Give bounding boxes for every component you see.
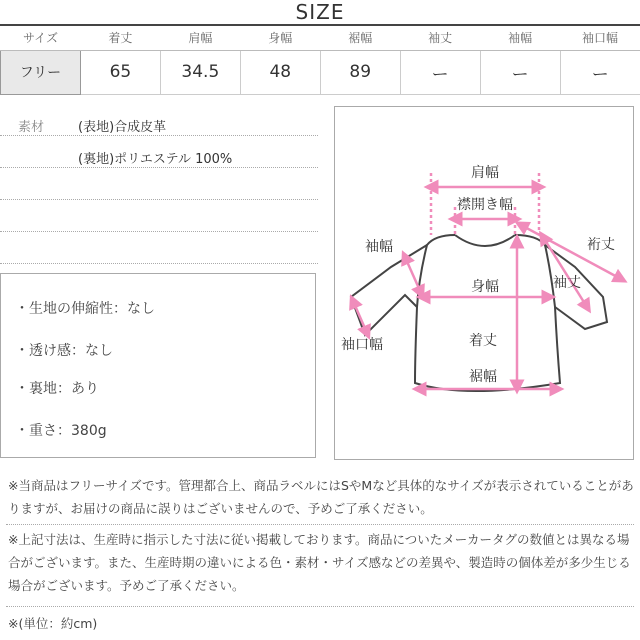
cuff-width-measure xyxy=(353,301,367,333)
note-unit: ※(単位：約cm) xyxy=(8,616,98,631)
materials-outer: (表地)合成皮革 xyxy=(78,120,167,135)
label-shoulder-width: 肩幅 xyxy=(471,165,499,181)
sleeve-width-cell: ー xyxy=(480,50,560,94)
label-neck-width: 襟開き幅 xyxy=(457,197,513,213)
neckline xyxy=(455,235,515,246)
shoulder-cell: 34.5 xyxy=(160,50,240,94)
garment-diagram xyxy=(334,106,634,460)
label-sleeve-width: 袖幅 xyxy=(365,239,393,255)
materials-lining: (裏地)ポリエステル 100% xyxy=(78,152,233,167)
note-divider xyxy=(6,524,634,525)
length-cell: 65 xyxy=(80,50,160,94)
column-header-sleeve-width: 袖幅 xyxy=(480,26,560,50)
note-divider xyxy=(6,606,634,607)
size-table xyxy=(0,26,640,95)
size-cell: フリー xyxy=(1,50,81,94)
note-measurements: ※上記寸法は、生産時に指示した寸法に従い掲載しております。商品についたメーカータグの数値とは異なる場合がございます。また、生産時期の違いによる色・素材・サイズ感などの差異や、製造時の個体差が多少生じる場合がございます。予めご了承ください。 xyxy=(8,532,631,593)
property-lining: ・裏地：あり xyxy=(15,381,99,397)
properties-box xyxy=(0,273,316,458)
label-sleeve-length: 袖丈 xyxy=(553,275,581,291)
label-cuff-width: 袖口幅 xyxy=(341,337,383,353)
diagram-labels xyxy=(341,165,615,385)
materials-blank-row xyxy=(0,200,318,232)
column-header-size: サイズ xyxy=(1,26,81,50)
column-header-cuff-width: 袖口幅 xyxy=(560,26,640,50)
materials-label: 素材 xyxy=(18,120,45,135)
garment-diagram-svg xyxy=(335,107,635,461)
column-header-length: 着丈 xyxy=(80,26,160,50)
label-yuki: 裄丈 xyxy=(587,237,615,253)
materials-blank-row xyxy=(0,168,318,200)
note-free-size: ※当商品はフリーサイズです。管理都合上、商品ラベルにはSやMなど具体的なサイズが表示されていることがありますが、お届けの商品に誤りはございませんので、予めご了承ください。 xyxy=(8,478,634,516)
materials-row-outer xyxy=(0,104,318,136)
property-sheerness: ・透け感：なし xyxy=(15,343,113,359)
garment-outline xyxy=(351,235,607,391)
materials-blank-row xyxy=(0,232,318,264)
label-length: 着丈 xyxy=(469,333,497,349)
column-header-sleeve-length: 袖丈 xyxy=(400,26,480,50)
body-width-cell: 48 xyxy=(240,50,320,94)
materials-row-lining xyxy=(0,136,318,168)
column-header-hem-width: 裾幅 xyxy=(320,26,400,50)
label-hem-width: 裾幅 xyxy=(469,369,497,385)
column-header-body-width: 身幅 xyxy=(240,26,320,50)
hem-width-cell: 89 xyxy=(320,50,400,94)
body-outline xyxy=(415,235,560,391)
property-weight: ・重さ：380g xyxy=(15,423,107,439)
sleeve-length-cell: ー xyxy=(400,50,480,94)
table-row xyxy=(1,50,640,94)
property-stretch: ・生地の伸縮性：なし xyxy=(15,301,155,317)
sleeve-width-measure xyxy=(405,257,421,293)
column-header-shoulder: 肩幅 xyxy=(160,26,240,50)
table-header-row xyxy=(1,26,640,50)
cuff-width-cell: ー xyxy=(560,50,640,94)
label-body-width: 身幅 xyxy=(471,279,499,295)
page-title: SIZE xyxy=(295,0,345,24)
